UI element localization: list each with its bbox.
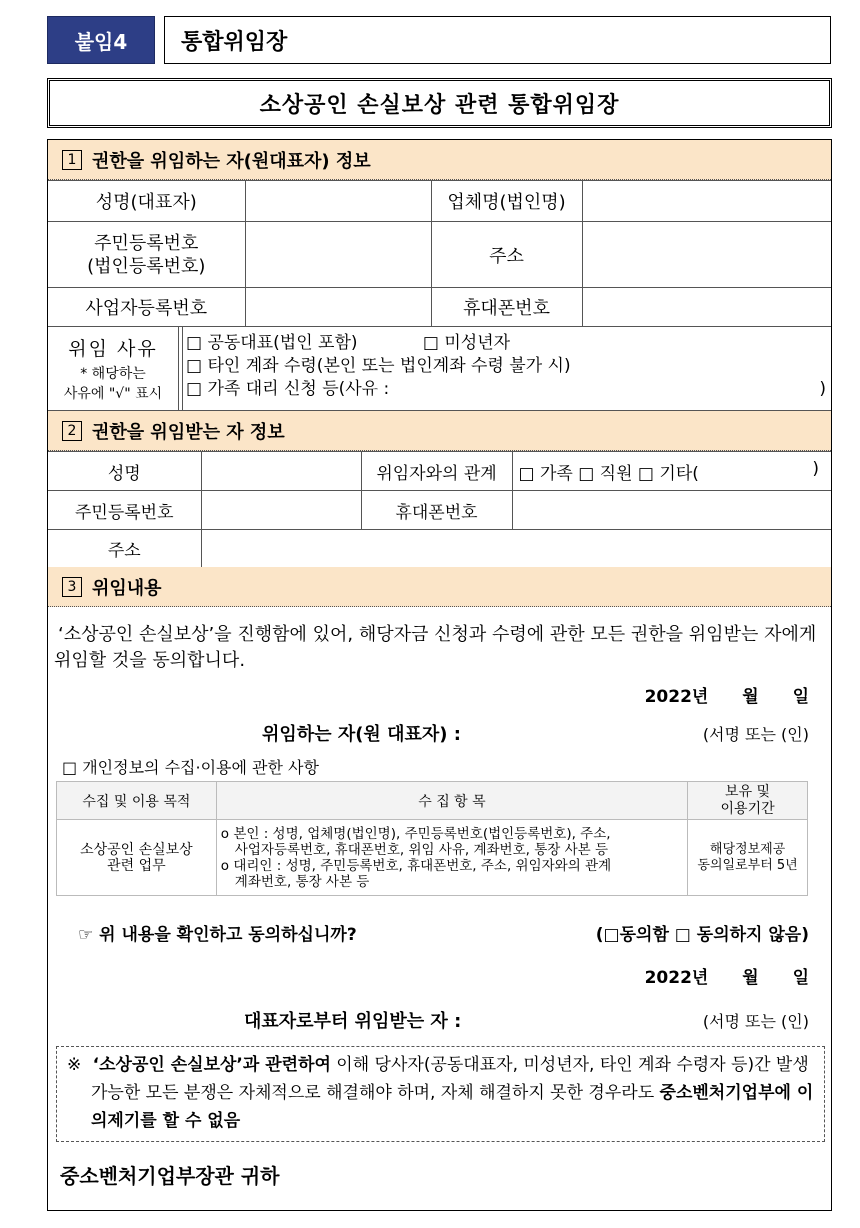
grantor-rrn-label — [48, 222, 245, 288]
dispute-notice — [56, 1046, 825, 1142]
privacy-retention-cell — [688, 820, 808, 896]
attachment-badge: 붙임4 — [47, 16, 155, 64]
checkbox-joint-representative[interactable]: □ 공동대표(법인 포함) — [186, 333, 358, 353]
grantee-name-field[interactable] — [201, 452, 361, 491]
delegation-reason-row — [48, 326, 831, 411]
grant-date: 2022년 월 일 — [644, 687, 809, 707]
grantor-info-table — [48, 180, 831, 327]
privacy-purpose-cell — [57, 820, 217, 896]
grantor-address-field[interactable] — [582, 222, 831, 288]
notice-bold-tail: 중소벤처기업부에 이의제기를 할 수 없음 — [91, 1083, 814, 1131]
privacy-items-line2: 사업자등록번호, 휴대폰번호, 위임 사유, 계좌번호, 통장 사본 등 — [234, 841, 609, 858]
grantee-info-table — [48, 451, 831, 568]
privacy-purpose-line2: 관련 업무 — [107, 857, 166, 874]
privacy-items-line3: o 대리인 : 성명, 주민등록번호, 휴대폰번호, 주소, 위임자와의 관계 — [220, 857, 612, 874]
grantor-name-label: 성명(대표자) — [48, 181, 245, 222]
grantee-name-label: 성명 — [48, 452, 201, 491]
section3-number: 3 — [62, 577, 82, 597]
privacy-header-purpose: 수집 및 이용 목적 — [57, 782, 217, 820]
grantee-signature-label: 대표자로부터 위임받는 자 : — [244, 1011, 462, 1032]
grantee-date: 2022년 월 일 — [644, 968, 809, 988]
grantee-phone-field[interactable] — [512, 491, 831, 530]
grantee-relation-options[interactable] — [512, 452, 831, 491]
privacy-header-items: 수 집 항 목 — [216, 782, 687, 820]
delegation-reason-note2: 사유에 "√" 표시 — [63, 386, 163, 402]
grantee-rrn-field[interactable] — [201, 491, 361, 530]
delegation-reason-label — [48, 326, 179, 411]
privacy-header-retention — [688, 782, 808, 820]
grantor-company-label: 업체명(법인명) — [431, 181, 582, 222]
family-reason-close: ) — [819, 379, 826, 399]
relation-close: ) — [812, 458, 819, 479]
grantor-signature-label: 위임하는 자(원 대표자) : — [262, 724, 461, 745]
grantee-phone-label: 휴대폰번호 — [361, 491, 512, 530]
checkbox-third-party-account[interactable]: □ 타인 계좌 수령(본인 또는 법인계좌 수령 불가 시) — [186, 356, 571, 376]
grantor-phone-field[interactable] — [582, 288, 831, 327]
section3-header — [48, 567, 831, 607]
privacy-header-retention-line1: 보유 및 — [725, 783, 771, 800]
checkbox-minor[interactable]: □ 미성년자 — [422, 333, 511, 353]
delegation-reason-title: 위임 사유 — [68, 338, 158, 360]
privacy-items-cell — [216, 820, 687, 896]
checkbox-family-proxy-label: □ 가족 대리 신청 등(사유 : — [186, 379, 390, 399]
privacy-title[interactable]: □ 개인정보의 수집·이용에 관한 사항 — [62, 758, 319, 777]
grantor-bizno-field[interactable] — [245, 288, 431, 327]
grantee-relation-label: 위임자와의 관계 — [361, 452, 512, 491]
privacy-items-line1: o 본인 : 성명, 업체명(법인명), 주민등록번호(법인등록번호), 주소, — [220, 825, 611, 842]
section1-title: 권한을 위임하는 자(원대표자) 정보 — [92, 150, 371, 172]
privacy-purpose-line1: 소상공인 손실보상 — [80, 841, 193, 858]
grantee-rrn-label: 주민등록번호 — [48, 491, 201, 530]
section1-number: 1 — [62, 150, 82, 170]
privacy-retention-line2: 동의일로부터 5년 — [697, 857, 798, 873]
checkbox-family-proxy[interactable] — [186, 378, 826, 401]
grantee-address-label: 주소 — [48, 530, 201, 568]
grantor-company-field[interactable] — [582, 181, 831, 222]
notice-bold-lead: ‘소상공인 손실보상’과 관련하여 — [92, 1055, 331, 1075]
notice-body: 이해 당사자(공동대표자, 미성년자, 타인 계좌 수령자 등)간 발생 가능한 모든 분쟁은 자체적으로 해결해야 하며, 자체 해결하지 못한 경우라도 — [91, 1055, 809, 1103]
header-title: 통합위임장 — [164, 16, 831, 64]
form-frame — [47, 139, 832, 1211]
privacy-retention-line1: 해당정보제공 — [709, 841, 786, 857]
grantor-rrn-field[interactable] — [245, 222, 431, 288]
section1-header — [48, 140, 831, 180]
grantor-rrn-label-line1: 주민등록번호 — [94, 232, 199, 254]
grantor-phone-label: 휴대폰번호 — [431, 288, 582, 327]
consent-options[interactable]: (□동의함 □ 동의하지 않음) — [595, 925, 809, 945]
section2-header — [48, 411, 831, 451]
document-title: 소상공인 손실보상 관련 통합위임장 — [47, 78, 832, 128]
grantee-signature-note: (서명 또는 (인) — [702, 1012, 809, 1031]
privacy-header-retention-line2: 이용기간 — [720, 800, 775, 817]
privacy-items-line4: 계좌번호, 통장 사본 등 — [234, 873, 370, 890]
section2-number: 2 — [62, 421, 82, 441]
notice-mark: ※ — [67, 1055, 82, 1075]
privacy-table — [56, 781, 808, 896]
consent-question: ☞ 위 내용을 확인하고 동의하십니까? — [78, 925, 357, 945]
section3-title: 위임내용 — [92, 577, 162, 599]
grantor-address-label: 주소 — [431, 222, 582, 288]
grantor-bizno-label: 사업자등록번호 — [48, 288, 245, 327]
delegation-reason-note1: * 해당하는 — [80, 366, 146, 382]
consent-statement: ‘소상공인 손실보상’을 진행함에 있어, 해당자금 신청과 수령에 관한 모든 권한을 위임받는 자에게 위임할 것을 동의합니다. — [54, 624, 817, 671]
relation-checkboxes[interactable]: □ 가족 □ 직원 □ 기타( — [518, 463, 699, 484]
grantor-rrn-label-line2: (법인등록번호) — [87, 255, 206, 277]
grantor-signature-note: (서명 또는 (인) — [702, 725, 809, 744]
delegation-reason-options — [186, 332, 826, 401]
grantee-address-field[interactable] — [201, 530, 831, 568]
section2-title: 권한을 위임받는 자 정보 — [92, 421, 285, 443]
grantor-name-field[interactable] — [245, 181, 431, 222]
addressee: 중소벤처기업부장관 귀하 — [60, 1164, 280, 1188]
